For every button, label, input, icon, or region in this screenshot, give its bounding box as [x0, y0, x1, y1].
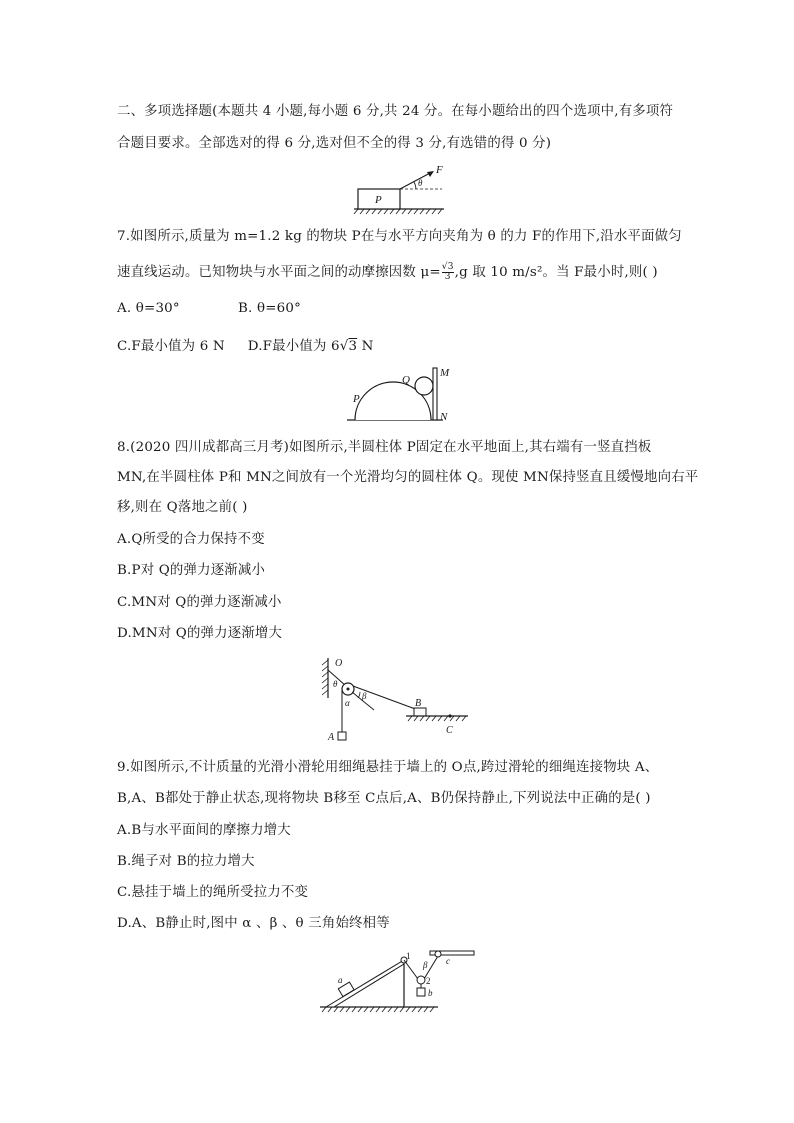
label-o: O: [335, 658, 343, 669]
label-alpha: α: [345, 698, 350, 708]
label-a: a: [338, 975, 343, 985]
q7-option-d-radicand: 3: [348, 339, 358, 354]
q7-stem2b: ,g 取 10 m/s²。当 F最小时,则( ): [454, 265, 658, 280]
q10-figure: [318, 948, 480, 1016]
q7-stem-line1: 7.如图所示,质量为 m=1.2 kg 的物块 P在与水平方向夹角为 θ 的力 F的作用下,沿水平面做匀: [117, 229, 682, 244]
q7-option-a: A. θ=30°: [117, 301, 180, 316]
label-b: b: [428, 988, 433, 998]
sqrt-sign: √: [339, 339, 349, 354]
label-m: M: [440, 367, 450, 379]
label-beta: β: [362, 691, 367, 701]
q9-option-b: B.绳子对 B的拉力增大: [117, 854, 255, 869]
label-2: 2: [426, 976, 431, 986]
q7-stem-line2: [117, 263, 658, 283]
q7-option-c: C.F最小值为 6 N: [117, 339, 225, 354]
q9-stem-line2: B,A、B都处于静止状态,现将物块 B移至 C点后,A、B仍保持静止,下列说法中正确的是( ): [117, 791, 651, 806]
q8-option-b: B.P对 Q的弹力逐渐减小: [117, 563, 266, 578]
mu-numerator: √3: [441, 262, 454, 272]
q8-option-a: A.Q所受的合力保持不变: [117, 532, 265, 547]
block-b: [417, 988, 425, 996]
q9-option-d: D.A、B静止时,图中 α 、β 、θ 三角始终相等: [117, 916, 390, 931]
mu-fraction: [442, 263, 454, 282]
q9-option-a: A.B与水平面间的摩擦力增大: [117, 823, 291, 838]
board-mn: [433, 368, 437, 420]
q8-stem-line1: 8.(2020 四川成都高三月考)如图所示,半圆柱体 P固定在水平地面上,其右端有一竖直挡板: [117, 440, 652, 455]
section-header-line2: 合题目要求。全部选对的得 6 分,选对但不全的得 3 分,有选错的得 0 分): [117, 136, 552, 151]
label-n: N: [440, 411, 448, 423]
q7-stem2a: 速直线运动。已知物块与水平面之间的动摩擦因数 μ=: [117, 265, 441, 280]
pulley-2: [417, 976, 425, 984]
label-1: 1: [406, 951, 411, 961]
q7-option-d-post: N: [357, 339, 374, 354]
q8-figure: [345, 364, 455, 426]
label-theta: θ: [418, 178, 423, 188]
q7-option-b: B. θ=60°: [238, 301, 301, 316]
q8-stem-line2: MN,在半圆柱体 P和 MN之间放有一个光滑均匀的圆柱体 Q。现使 MN保持竖直且缓慢地向右平: [117, 470, 699, 485]
q8-stem-line3: 移,则在 Q落地之前( ): [117, 500, 248, 515]
label-f: F: [436, 164, 443, 176]
label-beta: β: [423, 960, 428, 970]
q7-figure: [350, 164, 450, 216]
label-b: B: [415, 698, 422, 709]
label-theta: θ: [333, 679, 338, 689]
block-a: [338, 732, 346, 740]
label-a: A: [328, 732, 335, 743]
ring-c: [435, 951, 441, 957]
q8-option-c: C.MN对 Q的弹力逐渐减小: [117, 595, 282, 610]
q8-option-d: D.MN对 Q的弹力逐渐增大: [117, 626, 283, 641]
q7-option-d-pre: D.F最小值为 6: [247, 339, 340, 354]
section-header-line1: 二、多项选择题(本题共 4 小题,每小题 6 分,共 24 分。在每小题给出的四个选项中,有多项符: [117, 104, 674, 119]
label-q: Q: [402, 374, 410, 386]
q9-option-c: C.悬挂于墙上的绳所受拉力不变: [117, 885, 309, 900]
q7-options-cd: [117, 337, 374, 357]
block-b: [414, 708, 426, 716]
label-c: c: [446, 956, 450, 966]
cylinder-q: [415, 377, 433, 395]
point-c: [448, 714, 451, 717]
label-c: C: [446, 725, 453, 736]
q9-stem-line1: 9.如图所示,不计质量的光滑小滑轮用细绳悬挂于墙上的 O点,跨过滑轮的细绳连接物块 A、: [117, 760, 659, 775]
label-p: P: [353, 393, 360, 405]
q9-figure: [318, 654, 478, 744]
label-p: P: [375, 194, 382, 206]
mu-denominator: 3: [444, 272, 451, 282]
